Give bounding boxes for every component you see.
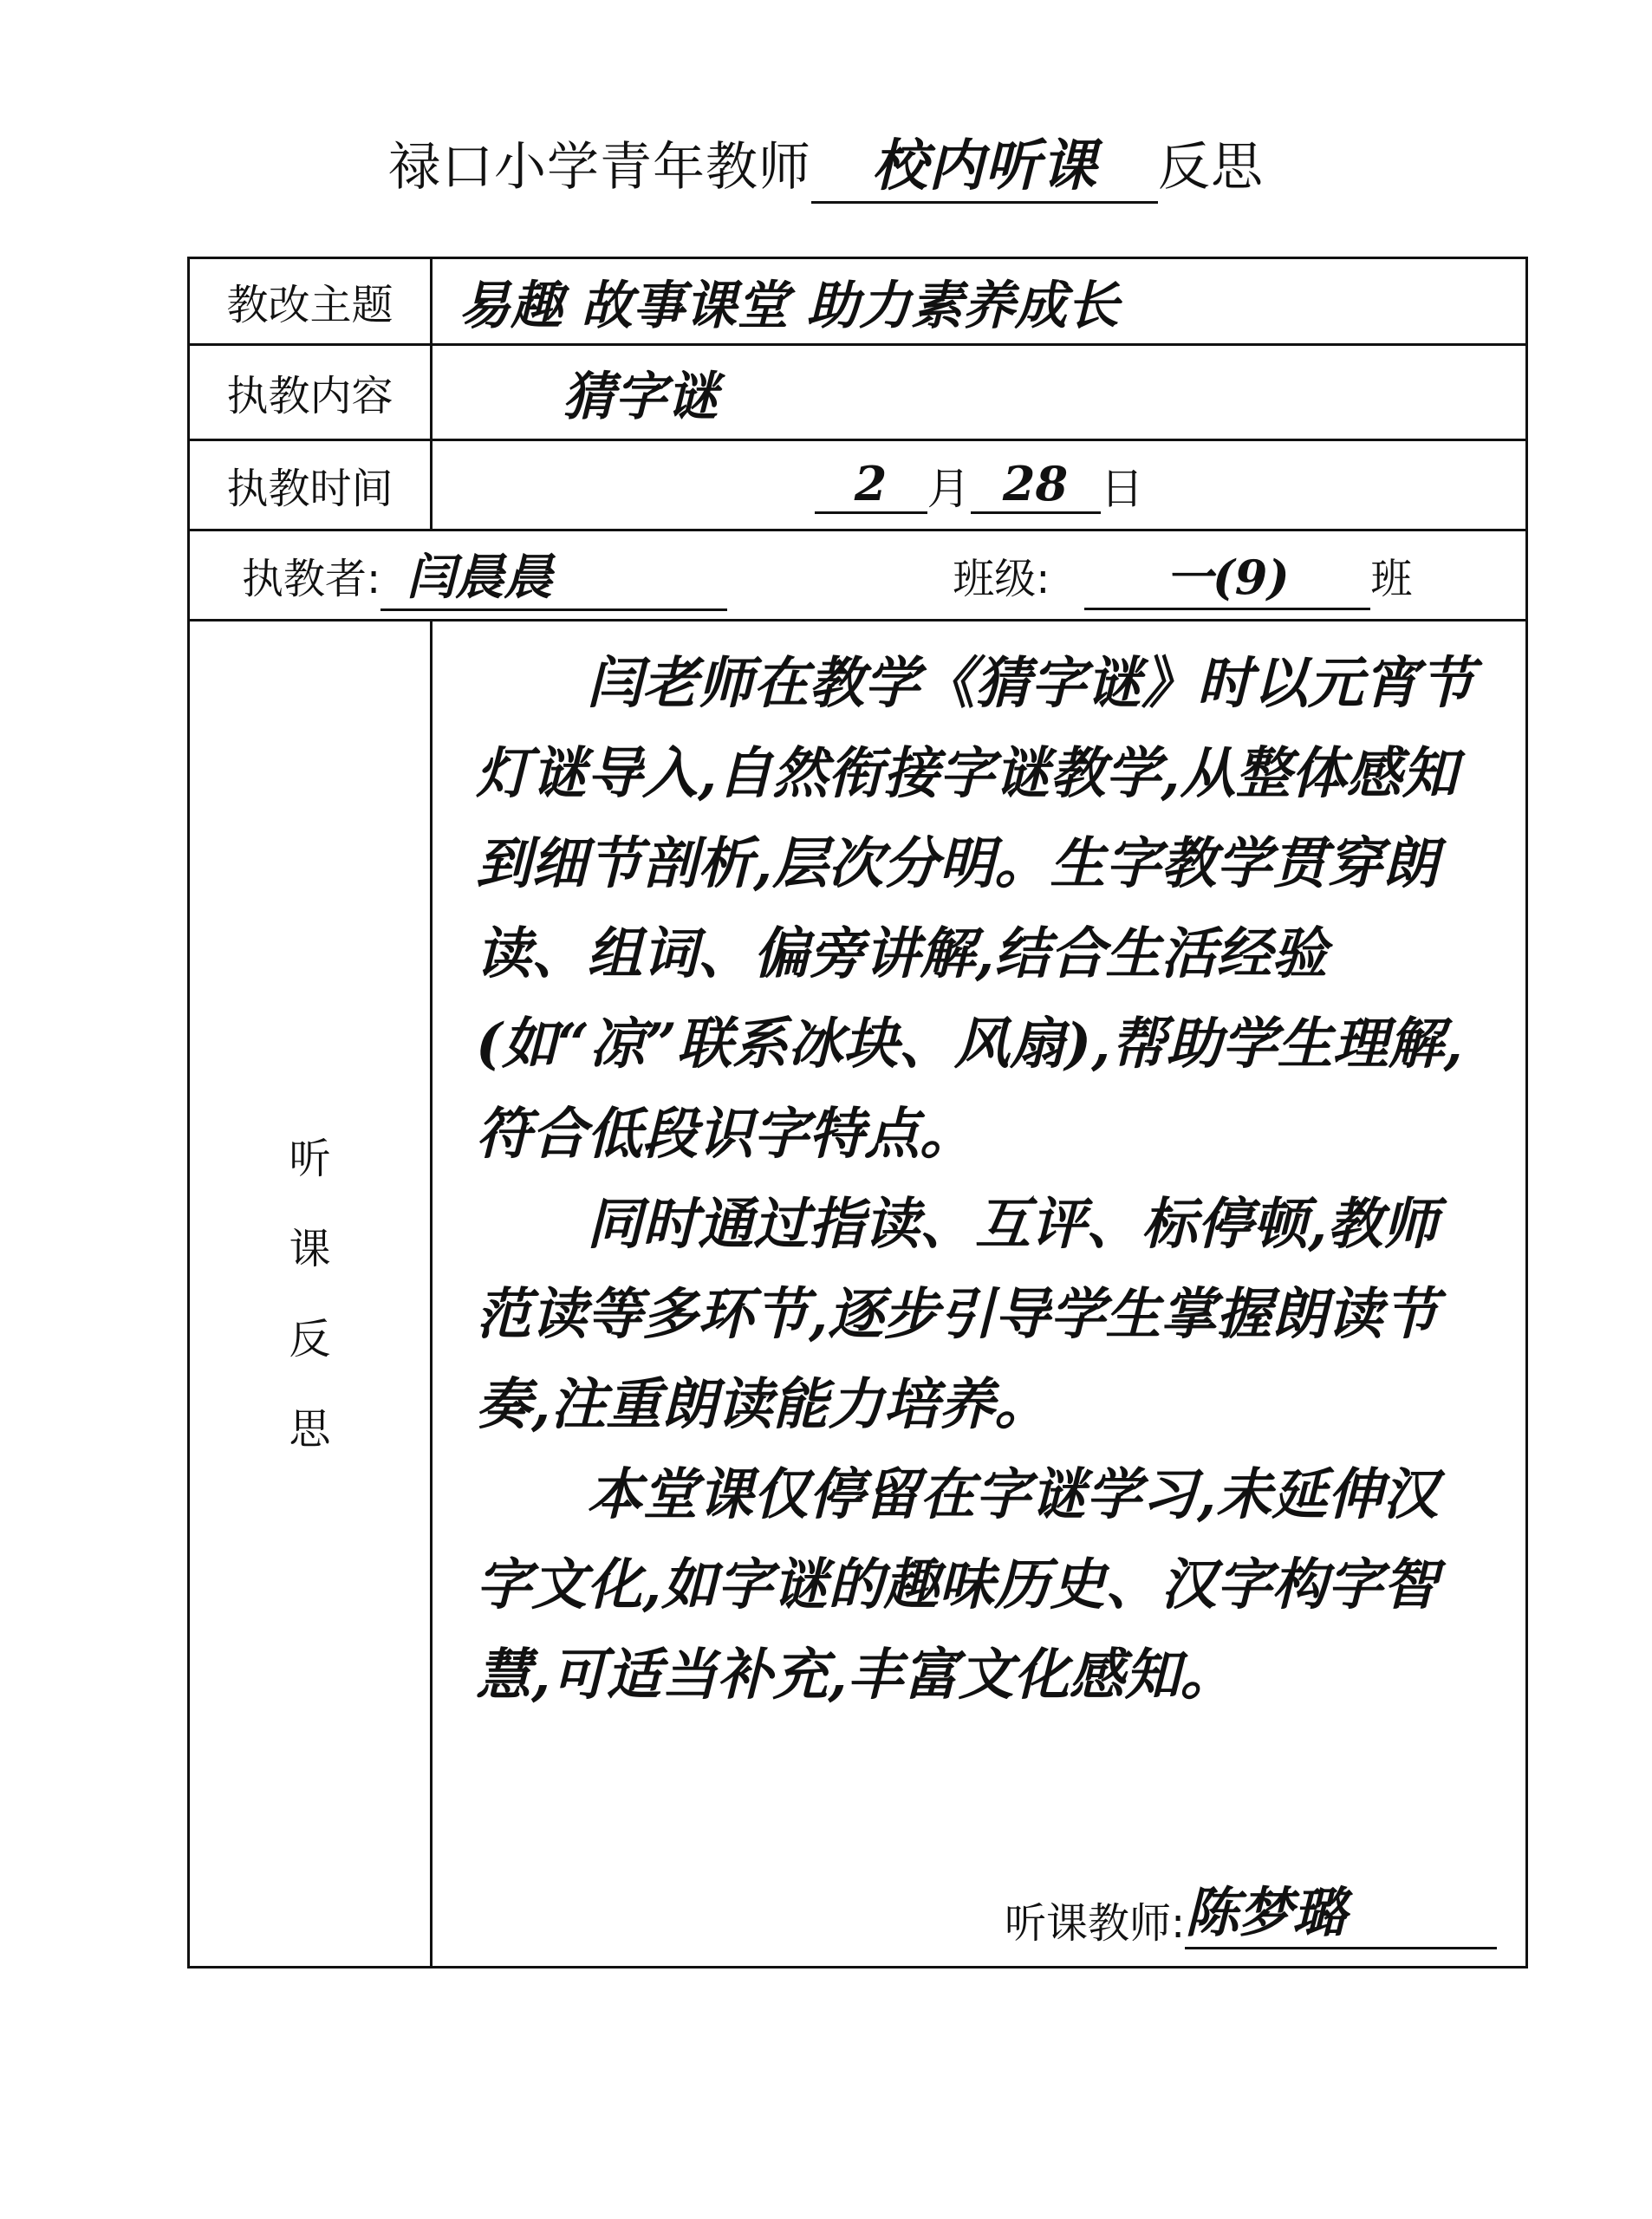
row-teacher	[190, 531, 1525, 621]
theme-value: 易趣 故事课堂 助力素养成长	[459, 275, 1119, 336]
listener-label: 听课教师:	[1005, 1899, 1186, 1948]
teacher-label: 执教者:	[242, 555, 381, 603]
time-day: 28	[971, 456, 1101, 514]
reflection-label-char-3: 反	[289, 1314, 331, 1363]
row-content	[190, 346, 1525, 441]
reflection-label	[190, 621, 433, 1966]
listener-name: 陈梦璐	[1185, 1870, 1497, 1949]
row-theme	[190, 259, 1525, 346]
reflection-label-char-4: 思	[289, 1404, 331, 1454]
time-label: 执教时间	[190, 441, 433, 529]
row-time	[190, 441, 1525, 531]
content-value: 猜字谜	[563, 366, 719, 427]
title-suffix: 反思	[1158, 137, 1264, 198]
time-day-unit: 日	[1100, 463, 1144, 514]
time-month: 2	[815, 456, 927, 514]
theme-label: 教改主题	[190, 259, 433, 343]
title-prefix: 禄口小学青年教师	[388, 137, 811, 198]
teacher-name: 闫晨晨	[380, 539, 727, 611]
reflection-section	[190, 621, 1525, 1966]
reflection-paragraph-2: 同时通过指读、互评、标停顿,教师范读等多环节,逐步引导学生掌握朗读节奏,注重朗读能力培养。	[476, 1192, 1439, 1437]
class-label: 班级:	[953, 555, 1050, 603]
reflection-paragraph-1: 闫老师在教学《猜字谜》时以元宵节灯谜导入,自然衔接字谜教学,从整体感知到细节剖析,层次分明。生字教学贯穿朗读、组词、偏旁讲解,结合生活经验(如“凉”联系冰块、风扇),帮助学生理解,符合低段识字特点。	[476, 651, 1474, 1167]
time-value	[433, 441, 1525, 529]
reflection-paragraph-3: 本堂课仅停留在字谜学习,未延伸汉字文化,如字谜的趣味历史、汉字构字智慧,可适当补充,丰富文化感知。	[476, 1462, 1439, 1708]
listener-signature	[1005, 1870, 1497, 1949]
content-label: 执教内容	[190, 346, 433, 439]
page-title	[0, 121, 1652, 204]
class-unit: 班	[1370, 555, 1413, 603]
title-handwritten-fill: 校内听课	[811, 121, 1158, 204]
reflection-label-char-2: 课	[289, 1224, 331, 1273]
time-month-unit: 月	[927, 463, 971, 514]
reflection-form	[187, 257, 1528, 1968]
class-value: 一(9)	[1084, 541, 1370, 610]
reflection-label-char-1: 听	[289, 1134, 331, 1183]
